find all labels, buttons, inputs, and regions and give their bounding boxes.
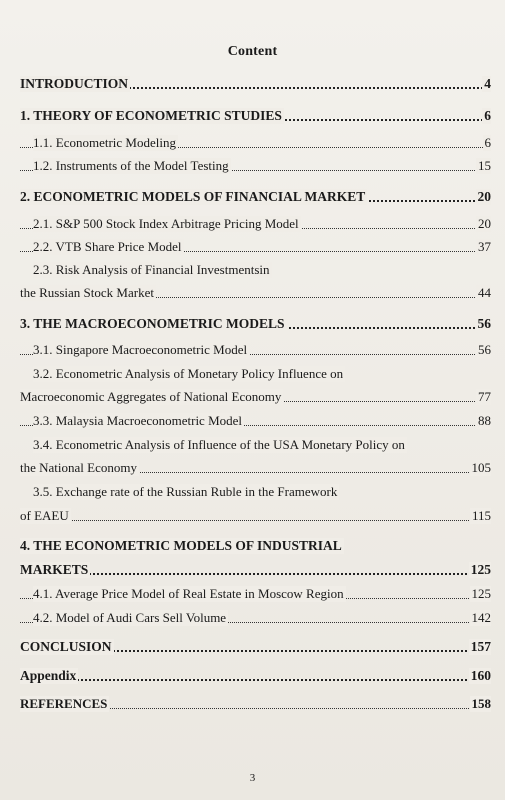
toc-entry [20,387,491,405]
toc-entry [20,435,491,453]
toc-entry-page: 44 [478,285,491,300]
dot-leader [20,679,491,681]
toc-entry-page: 115 [471,508,491,523]
toc-entry-page: 157 [470,639,491,654]
toc-entry [20,608,491,626]
toc-entry-page: 15 [478,158,491,173]
toc-entry-title: 2.2. VTB Share Price Model [33,239,182,254]
toc-entry-page: 37 [478,239,491,254]
toc-entry-title: 3. THE MACROECONOMETRIC MODELS [20,316,285,331]
dot-leader [20,573,491,575]
toc-entry-title: 2.3. Risk Analysis of Financial Investmentsin [33,262,270,277]
toc-entry-title: CONCLUSION [20,639,112,654]
toc-entry-title: MARKETS [20,562,89,577]
toc-entry-page: 20 [478,216,491,231]
toc-entry-title: Macroeconomic Aggregates of National Economy [20,389,282,404]
toc-entry-title: 1.1. Econometric Modeling [33,135,176,150]
toc-entry-title: REFERENCES [20,696,108,711]
toc-entry [20,458,491,476]
toc-entry [20,411,491,429]
page-title: Content [227,44,278,59]
toc-entry-page: 6 [484,108,491,123]
toc-entry [20,694,491,712]
toc-entry-title: INTRODUCTION [20,76,129,91]
toc-entry [20,364,491,382]
dot-leader [20,520,491,521]
toc-entry-title: 3.4. Econometric Analysis of Influence of the USA Monetary Policy on [33,437,405,452]
toc-entry [20,214,491,232]
toc-entry-page: 105 [471,460,491,475]
toc-entry [20,482,491,500]
toc-entry [20,506,491,524]
toc-entry-page: 142 [471,610,491,625]
toc-entry-title: 2. ECONOMETRIC MODELS OF FINANCIAL MARKET [20,189,366,204]
toc-entry [20,74,491,92]
toc-entry-page: 125 [471,586,491,601]
toc-entry-page: 88 [478,413,491,428]
toc-entry-page: 4 [484,76,491,91]
toc-entry [20,340,491,358]
toc-entry-title: 4. THE ECONOMETRIC MODELS OF INDUSTRIAL [20,538,342,553]
toc-entry [20,584,491,602]
toc-entry-title: 4.2. Model of Audi Cars Sell Volume [33,610,227,625]
toc-entry [20,260,491,278]
toc-entry-page: 20 [477,189,491,204]
toc-entry-title: 2.1. S&P 500 Stock Index Arbitrage Pricing Model [33,216,299,231]
toc-entry-page: 56 [478,342,491,357]
toc-entry-title: 4.1. Average Price Model of Real Estate in Moscow Region [33,586,344,601]
toc-entry-title: 3.1. Singapore Macroeconometric Model [33,342,248,357]
toc-entry-page: 6 [484,135,491,150]
toc-entry-title: of EAEU [20,508,69,523]
toc-entry [20,106,491,124]
toc-entry-title: 3.3. Malaysia Macroeconometric Model [33,413,243,428]
toc-entry-page: 160 [470,668,491,683]
toc-entry [20,314,491,332]
toc-entry [20,187,491,205]
toc-entry [20,133,491,151]
toc-entry-page: 125 [470,562,491,577]
toc-entry [20,237,491,255]
toc-entry-title: 1. THEORY OF ECONOMETRIC STUDIES [20,108,282,123]
toc-entry-title: 3.5. Exchange rate of the Russian Ruble in the Framework [33,484,338,499]
toc-entry [20,536,491,554]
toc-entry [20,560,491,578]
page-number: 3 [249,772,256,784]
toc-entry-title: the Russian Stock Market [20,285,154,300]
toc-entry-title: Appendix [20,668,77,683]
toc-entry [20,666,491,684]
toc-entry [20,156,491,174]
toc-entry-title: 3.2. Econometric Analysis of Monetary Policy Influence on [33,366,344,381]
toc-entry-page: 77 [478,389,491,404]
toc-entry-title: 1.2. Instruments of the Model Testing [33,158,229,173]
toc-entry-title: the National Economy [20,460,137,475]
toc-entry [20,637,491,655]
toc-entry-page: 56 [477,316,491,331]
toc-entry-page: 158 [471,696,491,711]
toc-entry [20,283,491,301]
